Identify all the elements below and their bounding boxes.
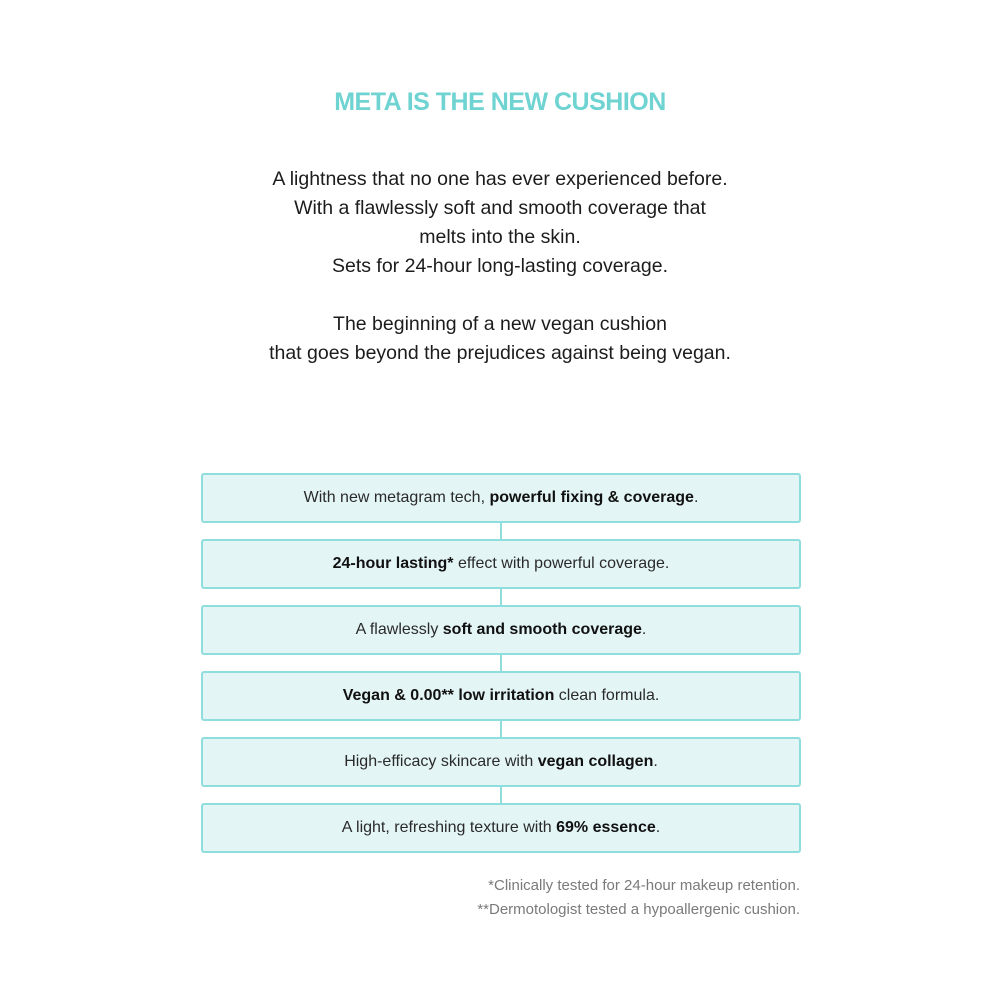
paragraph-gap <box>0 281 1000 310</box>
footnotes <box>477 874 800 922</box>
footnote-clinical: *Clinically tested for 24-hour makeup retention. <box>488 877 800 894</box>
connector-line <box>500 589 502 605</box>
feature-box-lasting <box>201 539 801 589</box>
intro-line: melts into the skin. <box>419 226 581 248</box>
connector-line <box>500 655 502 671</box>
feature-text: With new metagram tech, powerful fixing & coverage. <box>303 489 699 506</box>
footnote-dermatologist: **Dermotologist tested a hypoallergenic cushion. <box>477 901 800 918</box>
feature-box-coverage <box>201 605 801 655</box>
intro-line: that goes beyond the prejudices against being vegan. <box>269 342 731 364</box>
intro-line: A lightness that no one has ever experienced before. <box>272 168 728 190</box>
connector-line <box>500 523 502 539</box>
feature-box-vegan <box>201 671 801 721</box>
feature-list <box>201 473 801 853</box>
feature-box-fixing <box>201 473 801 523</box>
feature-box-collagen <box>201 737 801 787</box>
intro-line: With a flawlessly soft and smooth coverage that <box>294 197 706 219</box>
feature-text: A flawlessly soft and smooth coverage. <box>355 621 647 638</box>
feature-text: High-efficacy skincare with vegan collagen. <box>344 753 658 770</box>
feature-text: A light, refreshing texture with 69% essence. <box>341 819 661 836</box>
headline: META IS THE NEW CUSHION <box>334 88 666 116</box>
intro-line: Sets for 24-hour long-lasting coverage. <box>331 255 669 277</box>
feature-box-essence <box>201 803 801 853</box>
intro-line: The beginning of a new vegan cushion <box>333 313 667 335</box>
connector-line <box>500 787 502 803</box>
connector-line <box>500 721 502 737</box>
feature-text: Vegan & 0.00** low irritation clean formula. <box>342 687 660 704</box>
feature-text: 24-hour lasting* effect with powerful coverage. <box>332 555 670 572</box>
intro-text <box>0 165 1000 368</box>
